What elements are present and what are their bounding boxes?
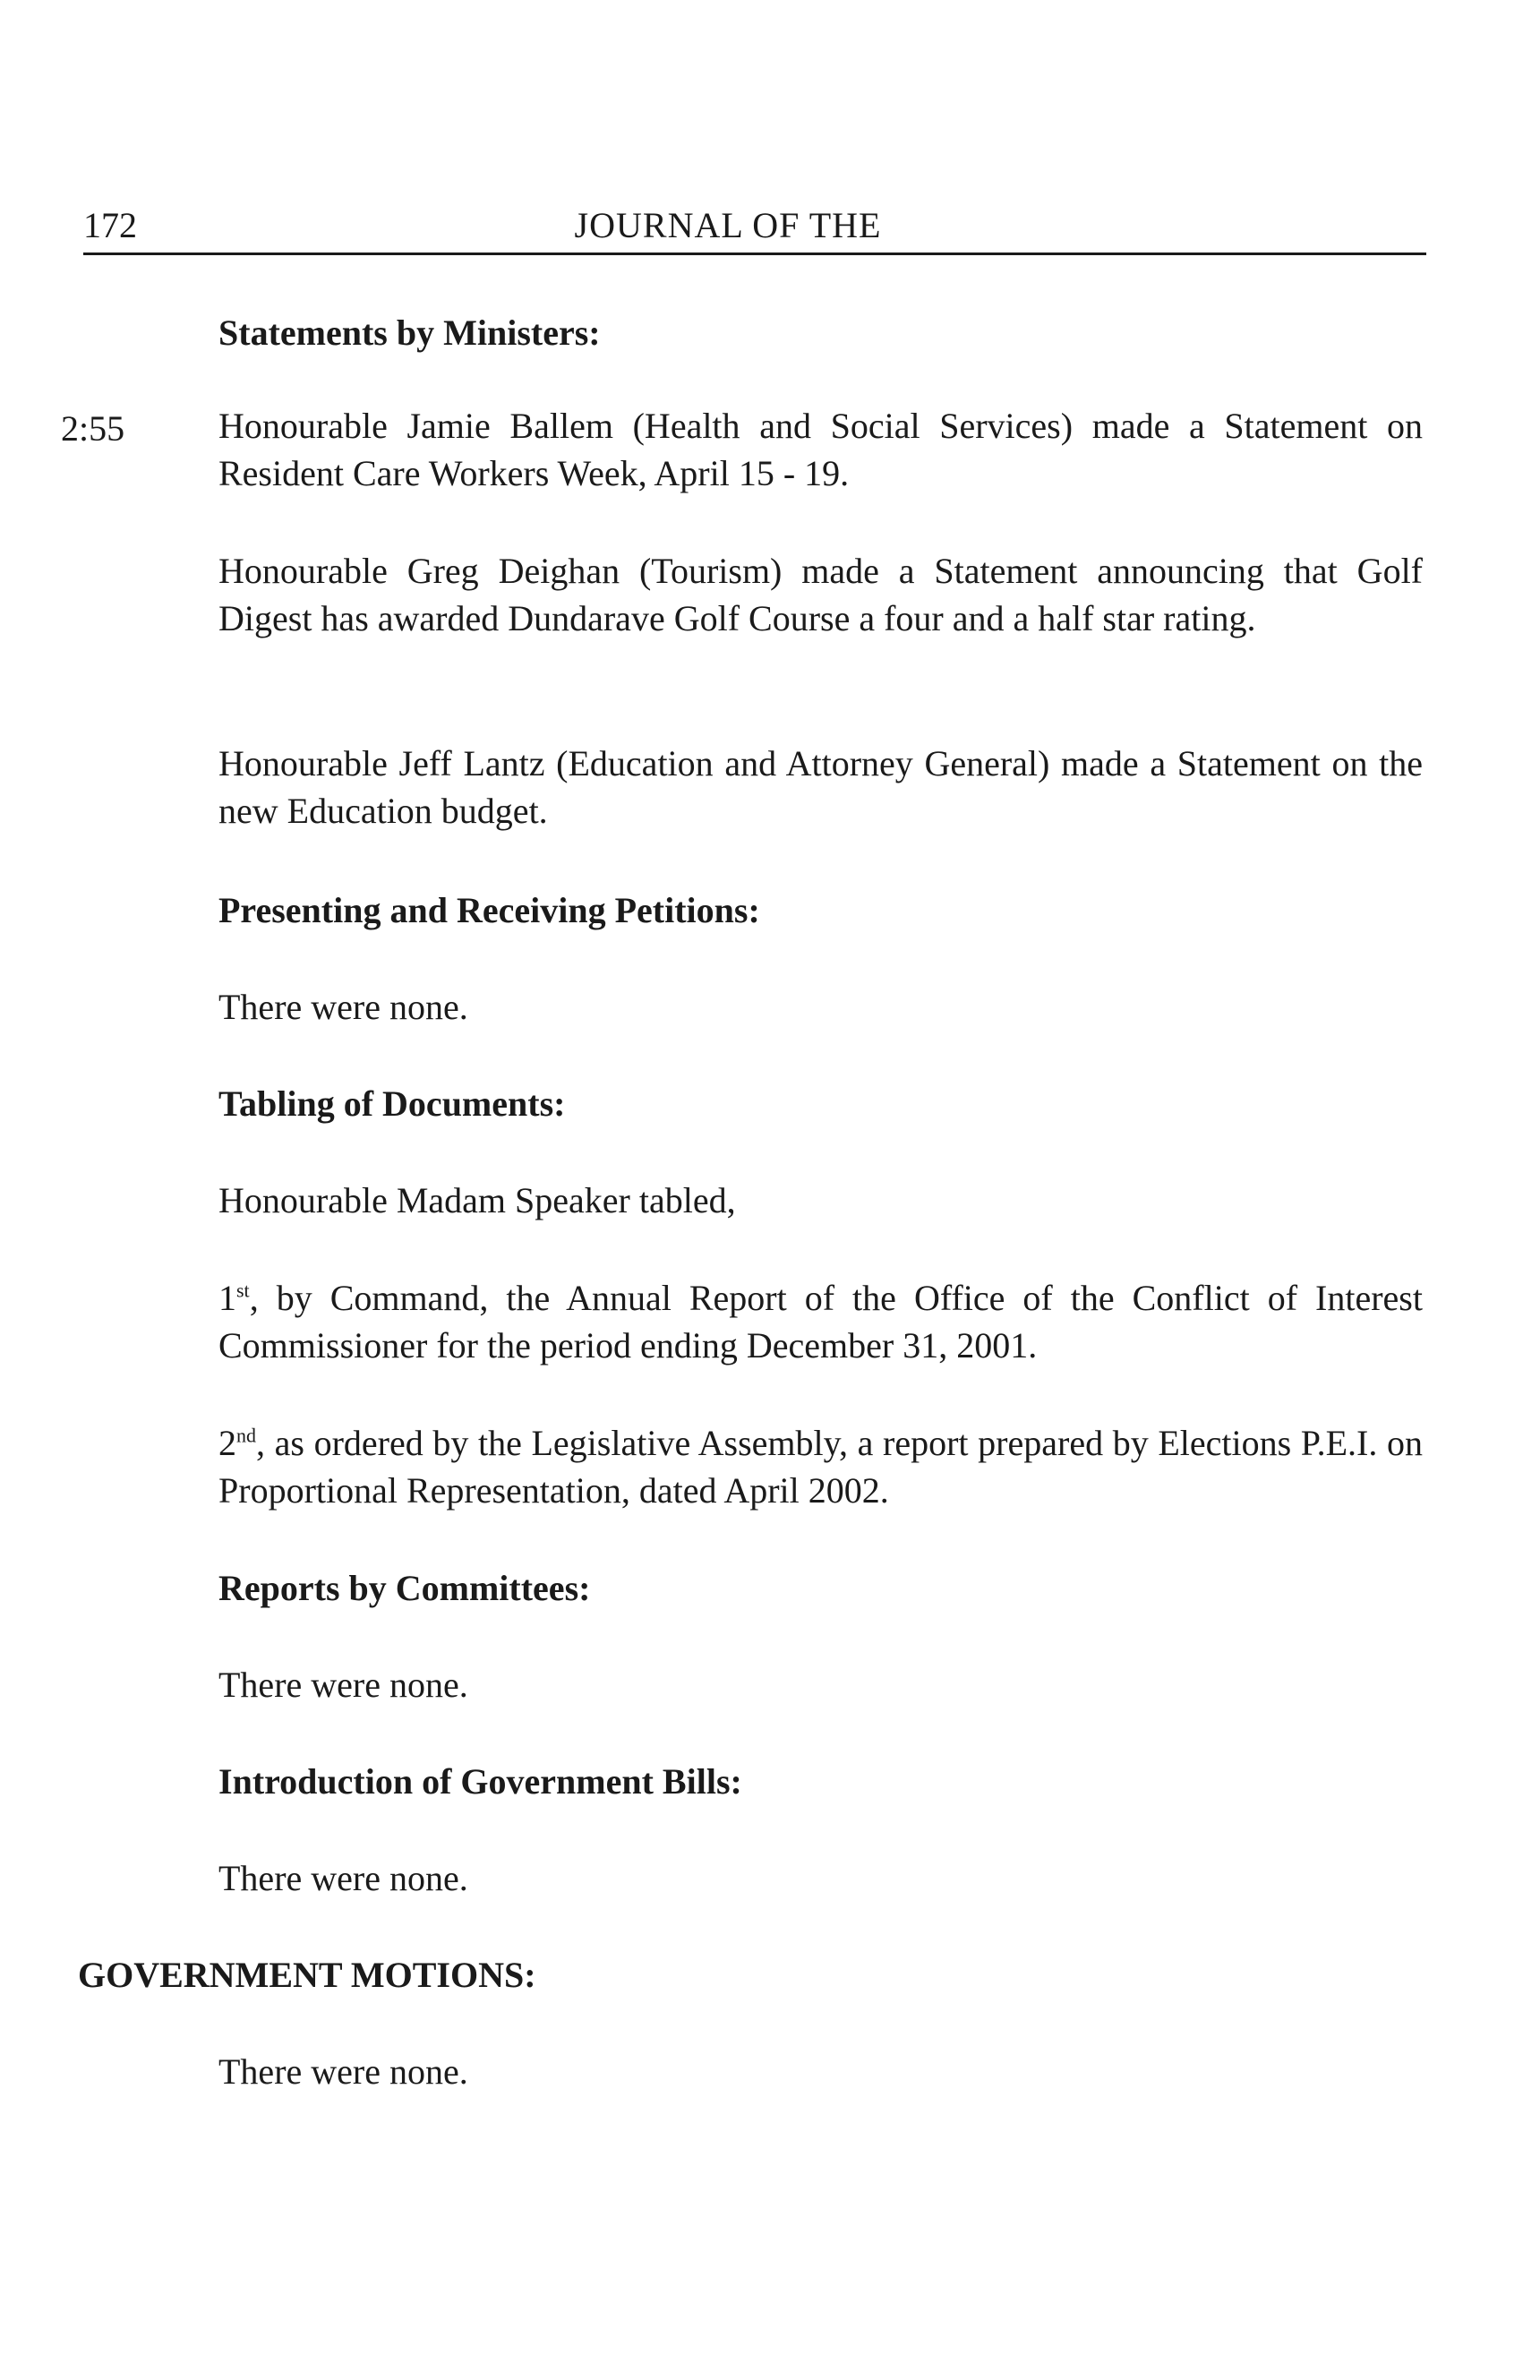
tabling-intro: Honourable Madam Speaker tabled, bbox=[218, 1180, 736, 1220]
committees-text: There were none. bbox=[218, 1665, 468, 1705]
page-header bbox=[83, 199, 1426, 255]
motions-heading: GOVERNMENT MOTIONS: bbox=[78, 1955, 536, 1995]
tabling-heading: Tabling of Documents: bbox=[218, 1083, 566, 1124]
tabled-document-text: , as ordered by the Legislative Assembly, a report prepared by Elections P.E.I. on Proportional Representation, dated April 2002. bbox=[218, 1423, 1423, 1511]
running-head: JOURNAL OF THE bbox=[574, 205, 882, 245]
time-label: 2:55 bbox=[61, 408, 125, 449]
bills-heading: Introduction of Government Bills: bbox=[218, 1761, 742, 1802]
petitions-text: There were none. bbox=[218, 987, 468, 1027]
committees-heading: Reports by Committees: bbox=[218, 1568, 591, 1608]
tabled-document-2 bbox=[218, 1419, 1423, 1514]
statements-heading: Statements by Ministers: bbox=[218, 312, 601, 353]
statement-deighan: Honourable Greg Deighan (Tourism) made a Statement announcing that Golf Digest has awarded Dundarave Golf Course a four and a half star rating. bbox=[218, 551, 1423, 638]
petitions-heading: Presenting and Receiving Petitions: bbox=[218, 890, 760, 930]
ordinal-suffix: nd bbox=[236, 1424, 256, 1447]
tabled-document-1 bbox=[218, 1274, 1423, 1369]
statement-lantz: Honourable Jeff Lantz (Education and Attorney General) made a Statement on the new Education budget. bbox=[218, 743, 1423, 831]
bills-text: There were none. bbox=[218, 1858, 468, 1898]
page-number: 172 bbox=[83, 205, 137, 245]
statement-ballem: Honourable Jamie Ballem (Health and Social Services) made a Statement on Resident Care Workers Week, April 15 - 19. bbox=[218, 406, 1423, 493]
ordinal-number: 2 bbox=[218, 1423, 236, 1463]
tabled-document-text: , by Command, the Annual Report of the Office of the Conflict of Interest Commissioner for the period ending December 31, 2001. bbox=[218, 1278, 1423, 1366]
ordinal-number: 1 bbox=[218, 1278, 236, 1318]
ordinal-suffix: st bbox=[236, 1279, 250, 1302]
motions-text: There were none. bbox=[218, 2051, 468, 2092]
